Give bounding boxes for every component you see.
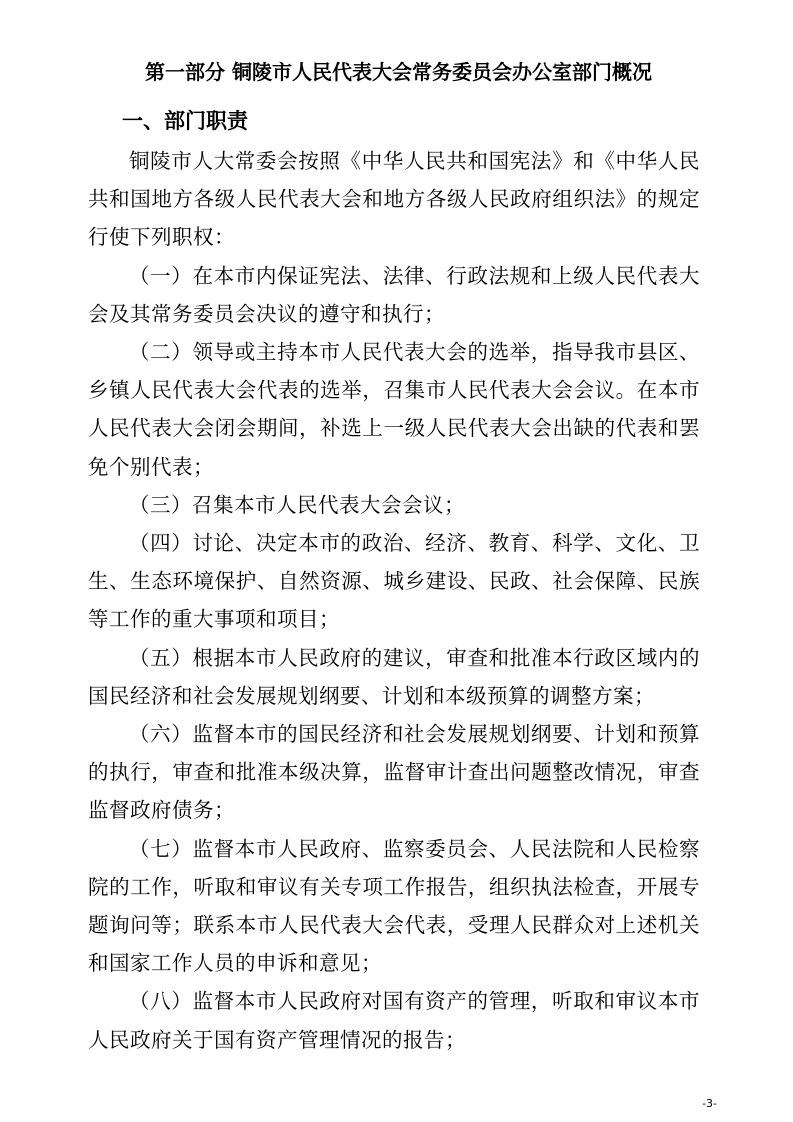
paragraph-item-1: （一）在本市内保证宪法、法律、行政法规和上级人民代表大会及其常务委员会决议的遵守和执行； bbox=[88, 263, 700, 326]
section-heading: 一、部门职责 bbox=[122, 109, 248, 133]
paragraph-intro: 铜陵市人大常委会按照《中华人民共和国宪法》和《中华人民共和国地方各级人民代表大会和地方各级人民政府组织法》的规定行使下列职权： bbox=[88, 149, 700, 250]
document-body bbox=[88, 142, 700, 1059]
paragraph-item-5: （五）根据本市人民政府的建议，审查和批准本行政区域内的国民经济和社会发展规划纲要、计划和本级预算的调整方案； bbox=[88, 645, 700, 708]
paragraph-item-7: （七）监督本市人民政府、监察委员会、人民法院和人民检察院的工作，听取和审议有关专项工作报告，组织执法检查，开展专题询问等；联系本市人民代表大会代表，受理人民群众对上述机关和国家工作人员的申诉和意见； bbox=[88, 836, 700, 976]
paragraph-item-6: （六）监督本市的国民经济和社会发展规划纲要、计划和预算的执行，审查和批准本级决算，监督审计查出问题整改情况，审查监督政府债务； bbox=[88, 722, 700, 823]
page-number: -3- bbox=[702, 1097, 717, 1110]
paragraph-item-4: （四）讨论、决定本市的政治、经济、教育、科学、文化、卫生、生态环境保护、自然资源、城乡建设、民政、社会保障、民族等工作的重大事项和项目； bbox=[88, 531, 700, 632]
paragraph-item-2: （二）领导或主持本市人民代表大会的选举，指导我市县区、乡镇人民代表大会代表的选举，召集市人民代表大会会议。在本市人民代表大会闭会期间，补选上一级人民代表大会出缺的代表和罢免个别代表； bbox=[88, 340, 700, 479]
page-title: 第一部分 铜陵市人民代表大会常务委员会办公室部门概况 bbox=[145, 60, 652, 84]
paragraph-item-3: （三）召集本市人民代表大会会议； bbox=[129, 492, 465, 517]
paragraph-item-8: （八）监督本市人民政府对国有资产的管理，听取和审议本市人民政府关于国有资产管理情况的报告； bbox=[88, 989, 700, 1052]
